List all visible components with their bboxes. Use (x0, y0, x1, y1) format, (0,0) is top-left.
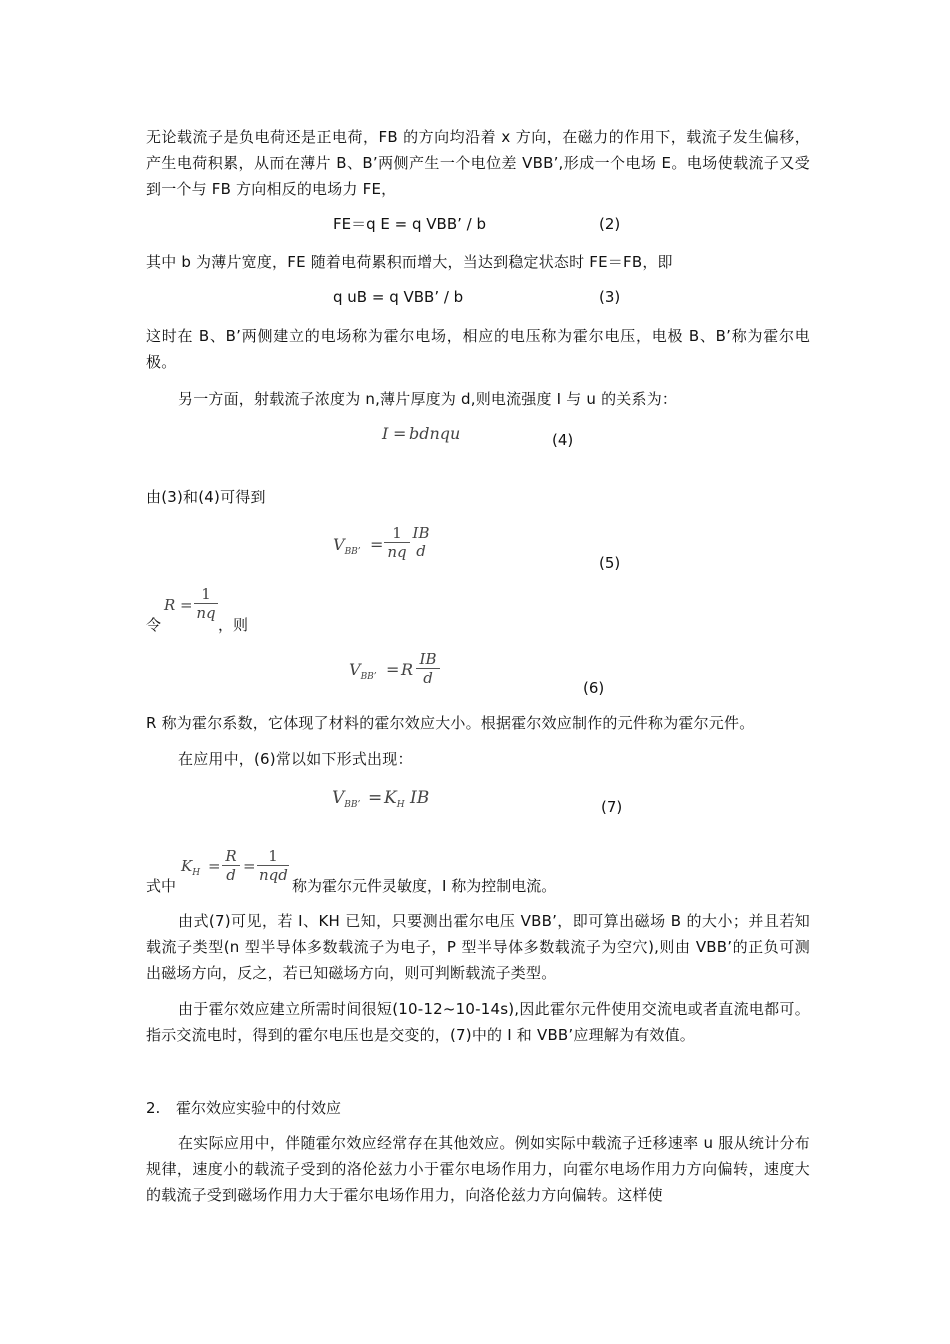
sens-prefix: 式中 (146, 877, 177, 895)
sens-k: K (181, 857, 193, 875)
sens-denominator-1: d (226, 866, 236, 884)
eq6-subscript: BB’ (360, 672, 377, 682)
let-equals: = (180, 596, 193, 614)
eq4-rhs: bdnqu (409, 424, 461, 443)
sens-fraction-2 (257, 847, 289, 884)
let-suffix: ，则 (218, 616, 249, 634)
equation-6-number: (6) (583, 679, 605, 697)
equation-7-number: (7) (601, 798, 623, 816)
let-fraction (194, 585, 218, 622)
eq6-denominator: d (423, 669, 433, 687)
eq7-k-subscript: H (396, 800, 405, 810)
paragraph-measure-field: 由式(7)可见，若 I、KH 已知，只要测出霍尔电压 VBB’，即可算出磁场 B 的大小；并且若知载流子类型(n 型半导体多数载流子为电子，P 型半导体多数载流子为空穴),则由 VBB’的正负可测出磁场方向，反之，若已知磁场方向，则可判断载流子类型。 (146, 912, 810, 982)
paragraph-side-effects: 在实际应用中，伴随霍尔效应经常存在其他效应。例如实际中载流子迁移速率 u 服从统计分布规律，速度小的载流子受到的洛伦兹力小于霍尔电场作用力，向霍尔电场作用力方向偏转，速度大的载流子受到磁场作用力大于霍尔电场作用力，向洛伦兹力方向偏转。这样使 (146, 1134, 810, 1204)
eq6-numerator: IB (416, 650, 440, 669)
eq5-equals: = (370, 535, 384, 554)
eq7-equals: = (368, 788, 383, 808)
sens-fraction-1 (222, 847, 240, 884)
eq5-denominator-2: d (416, 542, 426, 560)
paragraph-hall-field: 这时在 B、B’两侧建立的电场称为霍尔电场，相应的电压称为霍尔电压，电极 B、B’称为霍尔电极。 (146, 327, 810, 371)
eq7-k: K (384, 788, 397, 808)
eq5-denominator-1: nq (387, 543, 407, 561)
eq5-v: V (333, 535, 345, 554)
sens-numerator-2: 1 (257, 847, 289, 866)
equation-5-number: (5) (599, 554, 621, 572)
equation-2: FE＝q E = q VBB’ / b (333, 215, 486, 233)
eq6-equals: = (386, 660, 400, 679)
eq7-v: V (332, 788, 345, 808)
sens-equals-1: = (208, 857, 221, 875)
section-title: 霍尔效应实验中的付效应 (176, 1099, 342, 1117)
paragraph-application: 在应用中，(6)常以如下形式出现： (178, 750, 413, 768)
eq5-fraction-1 (384, 524, 410, 561)
equation-2-number: (2) (599, 215, 621, 233)
let-r: R (164, 596, 176, 614)
equation-3-number: (3) (599, 288, 621, 306)
let-prefix: 令 (146, 616, 162, 634)
eq6-fraction (416, 650, 440, 687)
paragraph-carrier-density: 另一方面，射载流子浓度为 n,薄片厚度为 d,则电流强度 I 与 u 的关系为： (178, 390, 678, 408)
equation-3: q uB = q VBB’ / b (333, 288, 464, 306)
paragraph-from-3-4: 由(3)和(4)可得到 (146, 488, 266, 506)
eq6-r: R (401, 660, 414, 679)
eq7-subscript: BB’ (344, 800, 361, 810)
sens-numerator-1: R (222, 847, 240, 866)
let-numerator: 1 (194, 585, 218, 604)
eq7-rhs: IB (410, 788, 430, 808)
eq4-lhs: I (382, 424, 389, 443)
eq5-fraction-2 (410, 524, 432, 560)
eq4-equals: = (393, 424, 407, 443)
paragraph-lorentz-force: 无论载流子是负电荷还是正电荷，FB 的方向均沿着 x 方向，在磁力的作用下，载流子发生偏移，产生电荷积累，从而在薄片 B、B’两侧产生一个电位差 VBB’,形成一个电场 E。电场使载流子又受到一个与 FB 方向相反的电场力 FE， (146, 128, 810, 198)
sens-suffix: 称为霍尔元件灵敏度，I 称为控制电流。 (292, 877, 557, 895)
eq5-numerator-1: 1 (384, 524, 410, 543)
let-denominator: nq (196, 604, 216, 622)
equation-4-number: (4) (552, 431, 574, 449)
sens-k-subscript: H (192, 868, 201, 878)
sens-denominator-2: nqd (259, 866, 288, 884)
paragraph-plate-width: 其中 b 为薄片宽度，FE 随着电荷累积而增大，当达到稳定状态时 FE＝FB，即 (146, 253, 673, 271)
eq5-numerator-2: IB (412, 524, 430, 542)
section-number: 2. (146, 1099, 161, 1117)
paragraph-ac-dc: 由于霍尔效应建立所需时间很短(10-12~10-14s),因此霍尔元件使用交流电或者直流电都可。指示交流电时，得到的霍尔电压也是交变的，(7)中的 I 和 VBB’应理解为有效值。 (146, 1000, 810, 1044)
sens-equals-2: = (243, 857, 256, 875)
paragraph-hall-coefficient: R 称为霍尔系数，它体现了材料的霍尔效应大小。根据霍尔效应制作的元件称为霍尔元件。 (146, 714, 755, 732)
eq5-subscript: BB’ (344, 547, 361, 557)
eq6-v: V (349, 660, 361, 679)
